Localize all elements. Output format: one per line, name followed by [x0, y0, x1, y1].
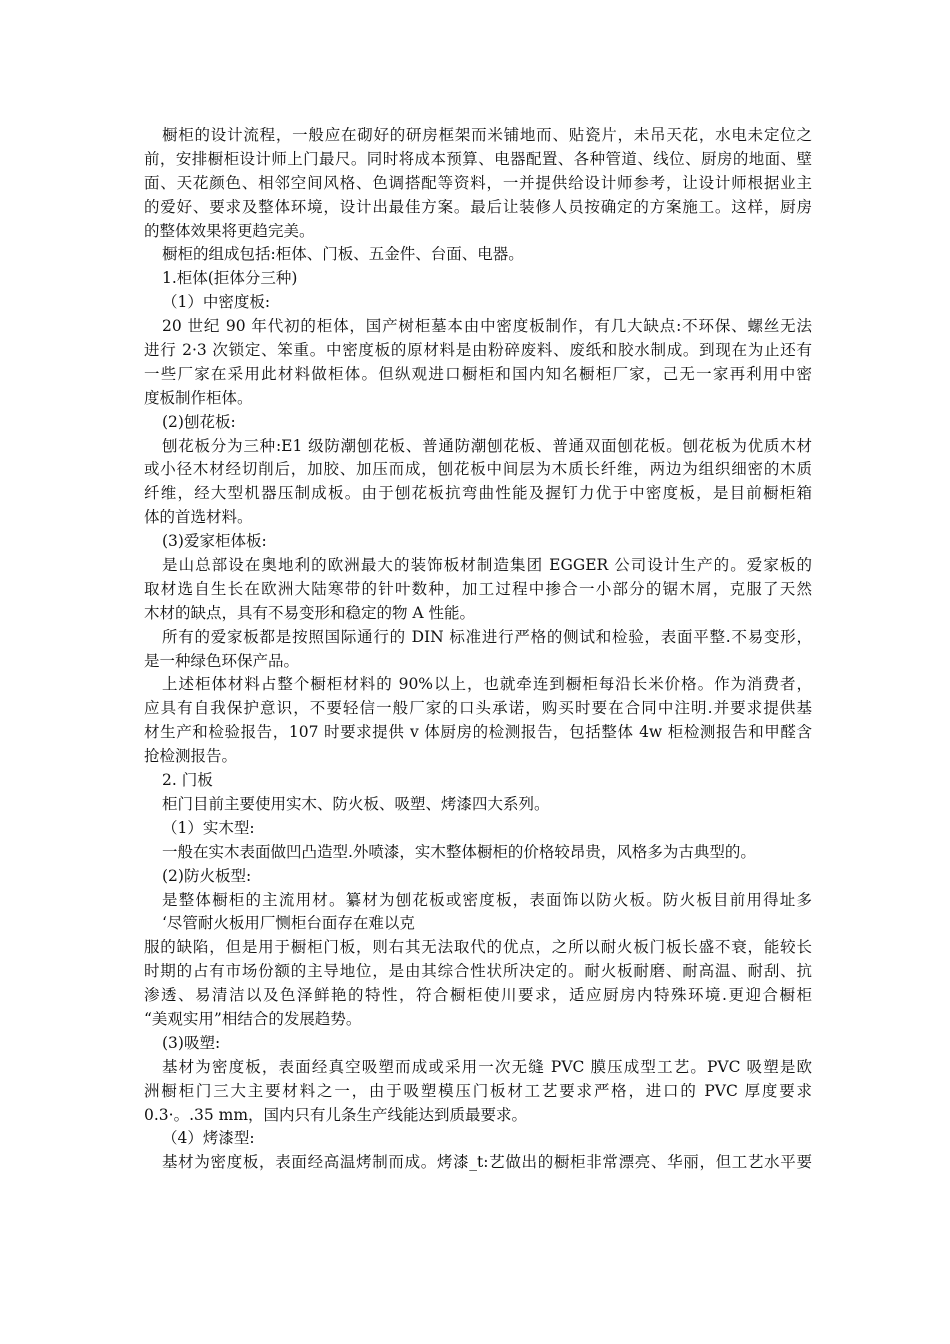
text-line: 度板制作柜体。: [144, 388, 253, 407]
text-line: 进行 2·3 次锁定、笨重。中密度板的原材料是由粉碎废料、废纸和胶水制成。到现在为止还有: [144, 341, 812, 360]
text-line: 是一种绿色环保产品。: [144, 651, 300, 670]
subsection-heading: (2)刨花板:: [162, 412, 236, 431]
text-line: 时期的占有市场份额的主导地位，是由其综合性状所决定的。耐火板耐磨、耐高温、耐刮、抗: [144, 962, 812, 981]
text-line: 一些厂家在采用此材料做柜体。但纵观进口橱柜和国内知名橱柜厂家，己无一家再利用中密: [144, 364, 812, 383]
subsection-heading: （1）实木型:: [162, 818, 255, 837]
text-line: 服的缺陷，但是用于橱柜门板，则右其无法取代的优点，之所以耐火板门板长盛不衰，能较长: [144, 938, 812, 957]
subsection-heading: （4）烤漆型:: [162, 1129, 255, 1148]
text-line: 或小径木材经切削后，加胶、加压而成，刨花板中间层为木质长纤维，两边为组织细密的木质: [144, 460, 812, 479]
text-line: 是整体橱柜的主流用材。纂材为刨花板或密度板，表面饰以防火板。防火板目前用得址多: [162, 890, 812, 909]
text-line: 的整体效果将更趋完美。: [144, 221, 315, 240]
text-line: 柜门目前主要使用实木、防火板、吸塑、烤漆四大系列。: [162, 794, 550, 813]
text-line: 20 世纪 90 年代初的柜体，国产树柜墓本由中密度板制作，有几大缺点:不环保、螺丝无法: [162, 317, 812, 336]
section-heading: 1.柜体(拒体分三种): [162, 269, 298, 288]
text-line: “美观实用”相结合的发展趋势。: [144, 1009, 362, 1028]
text-line: 材生产和检验报告，107 时要求提供 v 体厨房的检测报告，包括整体 4w 柜检测报告和甲醛含: [144, 723, 812, 742]
text-line: 一般在实木表面做凹凸造型.外喷漆，实木整体橱柜的价格较昂贵，风格多为古典型的。: [162, 842, 756, 861]
text-line: 洲橱柜门三大主要材料之一，由于吸塑模压门板材工艺要求严格，进口的 PVC 厚度要求: [144, 1081, 812, 1100]
text-line: 橱柜的组成包括:柜体、门板、五金件、台面、电器。: [162, 245, 524, 264]
document-body: [144, 124, 812, 1175]
text-line: 前，安排橱柜设计师上门最尺。同时将成本预算、电器配置、各种管道、线位、厨房的地面、壁: [144, 149, 812, 168]
text-line: 体的首选材料。: [144, 508, 253, 527]
text-line: 抢检测报告。: [144, 747, 238, 766]
text-line: 上述柜体材料占整个橱柜材料的 90%以上，也就牵连到橱柜每沿长米价格。作为消费者，: [162, 675, 812, 694]
subsection-heading: (3)吸塑:: [162, 1033, 221, 1052]
text-line: 基材为密度板，表面经真空吸塑而成或采用一次无缝 PVC 膜压成型工艺。PVC 吸塑是欧: [162, 1057, 812, 1076]
text-line: 所有的爱家板都是按照国际通行的 DIN 标准进行严格的侧试和检验，表面平整.不易变形，: [162, 627, 812, 646]
text-line: 基材为密度板，表面经高温烤制而成。烤漆_t:艺做出的橱柜非常漂亮、华丽，但工艺水平要: [162, 1153, 812, 1172]
text-line: 橱柜的设计流程，一般应在砌好的研房框架而米铺地而、贴瓷片，未吊天花，水电未定位之: [162, 126, 812, 144]
text-line: 纤维，经大型机器压制成板。由于刨花板抗弯曲性能及握钉力优于中密度板，是目前橱柜箱: [144, 484, 812, 503]
text-line: 面、天花颜色、相邻空间风格、色调搭配等资料，一并提供给设计师参考，让设计师根据业主: [144, 173, 812, 192]
subsection-heading: (2)防火板型:: [162, 866, 252, 885]
text-line: 渗透、易清洁以及色泽鲜艳的特性，符合橱柜使川要求，适应厨房内特殊环境.更迎合橱柜: [144, 986, 812, 1005]
text-line: 木材的缺点，具有不易变形和稳定的物 A 性能。: [144, 603, 476, 622]
text-line: 0.3·。.35 mm，国内只有儿条生产线能达到质最要求。: [144, 1105, 528, 1124]
text-line: 的爱好、要求及整体环境，设计出最佳方案。最后让装修人员按确定的方案施工。这样，厨房: [144, 197, 812, 216]
text-line: ‘尽管耐火板用厂恻柜台面存在难以克: [162, 914, 415, 933]
text-line: 刨花板分为三种:E1 级防潮刨花板、普通防潮刨花板、普通双面刨花板。刨花板为优质木材: [162, 436, 812, 455]
text-line: 取材选自生长在欧洲大陆寒带的针叶数种，加工过程中掺合一小部分的锯木屑，克服了天然: [144, 579, 812, 598]
text-line: 应具有自我保护意识，不要轻信一般厂家的口头承诺，购买时要在合同中注明.并要求提供基: [144, 699, 812, 718]
text-line: 是山总部设在奥地利的欧洲最大的装饰板材制造集团 EGGER 公司设计生产的。爱家板的: [162, 556, 812, 575]
subsection-heading: (3)爱家柜体板:: [162, 532, 267, 551]
subsection-heading: （1）中密度板:: [162, 293, 271, 312]
section-heading: 2. 门板: [162, 771, 213, 790]
